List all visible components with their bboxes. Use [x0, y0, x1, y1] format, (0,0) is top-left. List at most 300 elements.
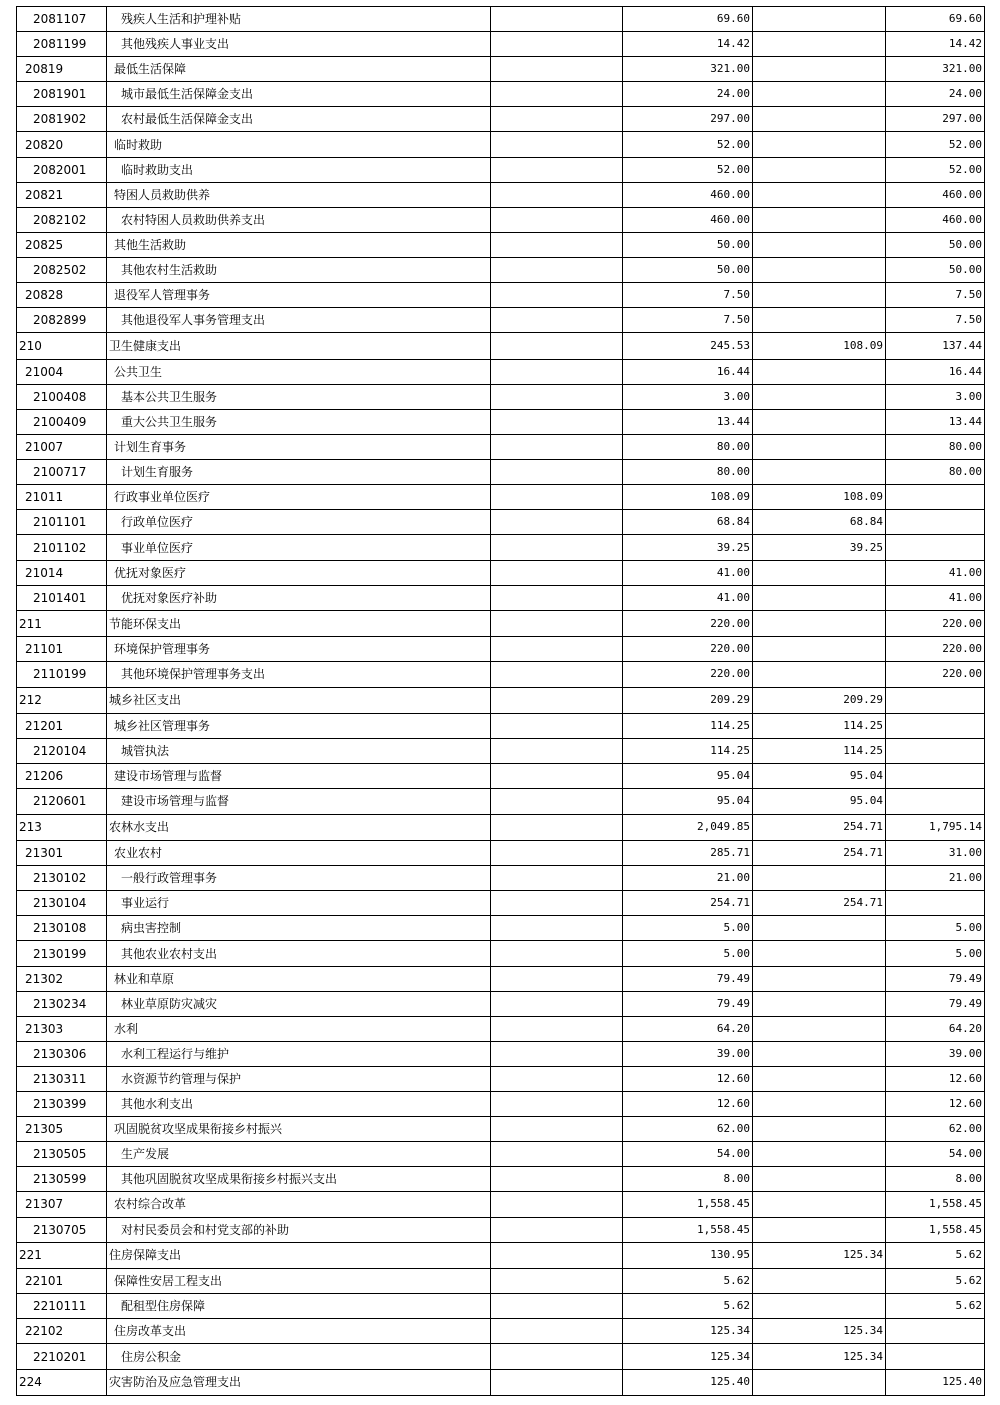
account-name-cell: 城乡社区管理事务 — [107, 714, 491, 739]
project-expenditure-cell — [886, 739, 985, 764]
account-code-cell: 20821 — [17, 182, 107, 207]
total-amount-cell: 245.53 — [623, 333, 753, 360]
basic-expenditure-cell — [753, 1192, 886, 1217]
blank-cell — [491, 662, 623, 687]
basic-expenditure-cell — [753, 132, 886, 157]
table-row — [17, 7, 985, 32]
account-name-cell: 配租型住房保障 — [107, 1294, 491, 1319]
total-amount-cell: 62.00 — [623, 1117, 753, 1142]
basic-expenditure-cell: 125.34 — [753, 1344, 886, 1369]
blank-cell — [491, 1269, 623, 1294]
blank-cell — [491, 866, 623, 891]
blank-cell — [491, 257, 623, 282]
basic-expenditure-cell — [753, 1066, 886, 1091]
account-code-cell: 22101 — [17, 1269, 107, 1294]
account-code-cell: 20819 — [17, 57, 107, 82]
table-row — [17, 866, 985, 891]
table-row — [17, 460, 985, 485]
project-expenditure-cell: 5.62 — [886, 1242, 985, 1269]
account-name-cell: 其他生活救助 — [107, 232, 491, 257]
total-amount-cell: 125.34 — [623, 1319, 753, 1344]
basic-expenditure-cell — [753, 1167, 886, 1192]
project-expenditure-cell: 297.00 — [886, 107, 985, 132]
basic-expenditure-cell — [753, 384, 886, 409]
blank-cell — [491, 560, 623, 585]
table-row — [17, 308, 985, 333]
basic-expenditure-cell — [753, 308, 886, 333]
table-row — [17, 410, 985, 435]
project-expenditure-cell: 79.49 — [886, 966, 985, 991]
account-code-cell: 2100409 — [17, 410, 107, 435]
total-amount-cell: 8.00 — [623, 1167, 753, 1192]
table-row — [17, 687, 985, 714]
project-expenditure-cell: 16.44 — [886, 359, 985, 384]
blank-cell — [491, 814, 623, 841]
account-name-cell: 特困人员救助供养 — [107, 182, 491, 207]
project-expenditure-cell: 5.62 — [886, 1269, 985, 1294]
total-amount-cell: 12.60 — [623, 1066, 753, 1091]
table-row — [17, 814, 985, 841]
account-name-cell: 卫生健康支出 — [107, 333, 491, 360]
account-name-cell: 优抚对象医疗补助 — [107, 585, 491, 610]
blank-cell — [491, 966, 623, 991]
blank-cell — [491, 157, 623, 182]
blank-cell — [491, 410, 623, 435]
project-expenditure-cell — [886, 485, 985, 510]
table-row — [17, 182, 985, 207]
project-expenditure-cell: 21.00 — [886, 866, 985, 891]
account-code-cell: 2120104 — [17, 739, 107, 764]
blank-cell — [491, 585, 623, 610]
table-row — [17, 57, 985, 82]
project-expenditure-cell: 79.49 — [886, 991, 985, 1016]
account-name-cell: 生产发展 — [107, 1142, 491, 1167]
total-amount-cell: 3.00 — [623, 384, 753, 409]
basic-expenditure-cell: 95.04 — [753, 764, 886, 789]
table-row — [17, 107, 985, 132]
account-name-cell: 临时救助 — [107, 132, 491, 157]
account-code-cell: 2130705 — [17, 1217, 107, 1242]
account-name-cell: 退役军人管理事务 — [107, 283, 491, 308]
account-code-cell: 20828 — [17, 283, 107, 308]
blank-cell — [491, 1117, 623, 1142]
table-row — [17, 510, 985, 535]
table-row — [17, 257, 985, 282]
basic-expenditure-cell — [753, 32, 886, 57]
table-row — [17, 1041, 985, 1066]
total-amount-cell: 80.00 — [623, 435, 753, 460]
basic-expenditure-cell — [753, 1016, 886, 1041]
project-expenditure-cell — [886, 764, 985, 789]
table-row — [17, 560, 985, 585]
table-row — [17, 1066, 985, 1091]
project-expenditure-cell: 41.00 — [886, 585, 985, 610]
total-amount-cell: 50.00 — [623, 257, 753, 282]
table-row — [17, 333, 985, 360]
blank-cell — [491, 764, 623, 789]
blank-cell — [491, 82, 623, 107]
basic-expenditure-cell — [753, 57, 886, 82]
account-code-cell: 2130104 — [17, 891, 107, 916]
account-code-cell: 224 — [17, 1369, 107, 1396]
account-code-cell: 211 — [17, 610, 107, 637]
basic-expenditure-cell — [753, 359, 886, 384]
account-name-cell: 其他残疾人事业支出 — [107, 32, 491, 57]
account-name-cell: 优抚对象医疗 — [107, 560, 491, 585]
basic-expenditure-cell: 125.34 — [753, 1319, 886, 1344]
project-expenditure-cell: 41.00 — [886, 560, 985, 585]
project-expenditure-cell: 52.00 — [886, 132, 985, 157]
table-row — [17, 714, 985, 739]
blank-cell — [491, 1369, 623, 1396]
basic-expenditure-cell — [753, 1294, 886, 1319]
basic-expenditure-cell: 108.09 — [753, 333, 886, 360]
basic-expenditure-cell — [753, 966, 886, 991]
account-name-cell: 临时救助支出 — [107, 157, 491, 182]
blank-cell — [491, 1167, 623, 1192]
account-code-cell: 2081107 — [17, 7, 107, 32]
account-name-cell: 计划生育服务 — [107, 460, 491, 485]
account-name-cell: 其他巩固脱贫攻坚成果衔接乡村振兴支出 — [107, 1167, 491, 1192]
account-code-cell: 2100717 — [17, 460, 107, 485]
table-row — [17, 359, 985, 384]
basic-expenditure-cell — [753, 1217, 886, 1242]
total-amount-cell: 108.09 — [623, 485, 753, 510]
project-expenditure-cell — [886, 1344, 985, 1369]
account-code-cell: 20820 — [17, 132, 107, 157]
blank-cell — [491, 232, 623, 257]
account-name-cell: 建设市场管理与监督 — [107, 789, 491, 814]
basic-expenditure-cell — [753, 662, 886, 687]
blank-cell — [491, 359, 623, 384]
project-expenditure-cell: 80.00 — [886, 435, 985, 460]
account-code-cell: 2101102 — [17, 535, 107, 560]
project-expenditure-cell — [886, 1319, 985, 1344]
table-row — [17, 1117, 985, 1142]
account-name-cell: 一般行政管理事务 — [107, 866, 491, 891]
table-row — [17, 1344, 985, 1369]
account-name-cell: 事业单位医疗 — [107, 535, 491, 560]
total-amount-cell: 5.62 — [623, 1294, 753, 1319]
blank-cell — [491, 435, 623, 460]
total-amount-cell: 321.00 — [623, 57, 753, 82]
project-expenditure-cell — [886, 510, 985, 535]
basic-expenditure-cell: 95.04 — [753, 789, 886, 814]
account-code-cell: 2210201 — [17, 1344, 107, 1369]
project-expenditure-cell — [886, 891, 985, 916]
account-code-cell: 221 — [17, 1242, 107, 1269]
basic-expenditure-cell: 254.71 — [753, 891, 886, 916]
account-name-cell: 其他农村生活救助 — [107, 257, 491, 282]
account-code-cell: 2082001 — [17, 157, 107, 182]
account-name-cell: 节能环保支出 — [107, 610, 491, 637]
basic-expenditure-cell — [753, 916, 886, 941]
total-amount-cell: 7.50 — [623, 308, 753, 333]
account-name-cell: 其他环境保护管理事务支出 — [107, 662, 491, 687]
project-expenditure-cell: 3.00 — [886, 384, 985, 409]
total-amount-cell: 460.00 — [623, 182, 753, 207]
basic-expenditure-cell — [753, 232, 886, 257]
total-amount-cell: 1,558.45 — [623, 1192, 753, 1217]
basic-expenditure-cell: 39.25 — [753, 535, 886, 560]
account-name-cell: 其他农业农村支出 — [107, 941, 491, 966]
project-expenditure-cell: 5.00 — [886, 941, 985, 966]
project-expenditure-cell: 13.44 — [886, 410, 985, 435]
blank-cell — [491, 610, 623, 637]
account-code-cell: 21014 — [17, 560, 107, 585]
account-code-cell: 21101 — [17, 637, 107, 662]
account-name-cell: 灾害防治及应急管理支出 — [107, 1369, 491, 1396]
account-name-cell: 其他水利支出 — [107, 1092, 491, 1117]
blank-cell — [491, 1016, 623, 1041]
project-expenditure-cell: 220.00 — [886, 637, 985, 662]
blank-cell — [491, 841, 623, 866]
account-name-cell: 城乡社区支出 — [107, 687, 491, 714]
table-row — [17, 966, 985, 991]
blank-cell — [491, 1041, 623, 1066]
basic-expenditure-cell — [753, 410, 886, 435]
table-row — [17, 585, 985, 610]
table-row — [17, 1242, 985, 1269]
account-name-cell: 公共卫生 — [107, 359, 491, 384]
basic-expenditure-cell — [753, 610, 886, 637]
table-row — [17, 764, 985, 789]
account-name-cell: 住房公积金 — [107, 1344, 491, 1369]
account-code-cell: 2130108 — [17, 916, 107, 941]
basic-expenditure-cell: 114.25 — [753, 739, 886, 764]
basic-expenditure-cell — [753, 182, 886, 207]
blank-cell — [491, 941, 623, 966]
basic-expenditure-cell — [753, 1369, 886, 1396]
account-code-cell: 21004 — [17, 359, 107, 384]
table-row — [17, 1319, 985, 1344]
account-code-cell: 2100408 — [17, 384, 107, 409]
total-amount-cell: 130.95 — [623, 1242, 753, 1269]
total-amount-cell: 460.00 — [623, 207, 753, 232]
account-name-cell: 农林水支出 — [107, 814, 491, 841]
table-row — [17, 1369, 985, 1396]
blank-cell — [491, 789, 623, 814]
blank-cell — [491, 510, 623, 535]
total-amount-cell: 52.00 — [623, 157, 753, 182]
account-code-cell: 21206 — [17, 764, 107, 789]
basic-expenditure-cell — [753, 82, 886, 107]
table-row — [17, 662, 985, 687]
project-expenditure-cell: 8.00 — [886, 1167, 985, 1192]
table-row — [17, 1192, 985, 1217]
blank-cell — [491, 916, 623, 941]
blank-cell — [491, 1319, 623, 1344]
project-expenditure-cell: 220.00 — [886, 662, 985, 687]
account-name-cell: 农业农村 — [107, 841, 491, 866]
basic-expenditure-cell — [753, 991, 886, 1016]
total-amount-cell: 68.84 — [623, 510, 753, 535]
project-expenditure-cell: 80.00 — [886, 460, 985, 485]
account-name-cell: 农村综合改革 — [107, 1192, 491, 1217]
basic-expenditure-cell — [753, 1092, 886, 1117]
account-code-cell: 213 — [17, 814, 107, 841]
table-row — [17, 941, 985, 966]
blank-cell — [491, 891, 623, 916]
total-amount-cell: 209.29 — [623, 687, 753, 714]
account-code-cell: 2130199 — [17, 941, 107, 966]
account-code-cell: 2130599 — [17, 1167, 107, 1192]
total-amount-cell: 114.25 — [623, 739, 753, 764]
total-amount-cell: 39.00 — [623, 1041, 753, 1066]
project-expenditure-cell: 31.00 — [886, 841, 985, 866]
account-code-cell: 2130102 — [17, 866, 107, 891]
basic-expenditure-cell — [753, 560, 886, 585]
total-amount-cell: 220.00 — [623, 637, 753, 662]
total-amount-cell: 125.34 — [623, 1344, 753, 1369]
total-amount-cell: 21.00 — [623, 866, 753, 891]
blank-cell — [491, 1066, 623, 1091]
account-code-cell: 2110199 — [17, 662, 107, 687]
account-code-cell: 210 — [17, 333, 107, 360]
total-amount-cell: 297.00 — [623, 107, 753, 132]
table-row — [17, 1016, 985, 1041]
basic-expenditure-cell — [753, 460, 886, 485]
project-expenditure-cell: 1,558.45 — [886, 1217, 985, 1242]
basic-expenditure-cell — [753, 257, 886, 282]
account-name-cell: 住房改革支出 — [107, 1319, 491, 1344]
account-code-cell: 2210111 — [17, 1294, 107, 1319]
table-row — [17, 991, 985, 1016]
basic-expenditure-cell — [753, 1269, 886, 1294]
table-row — [17, 283, 985, 308]
project-expenditure-cell: 460.00 — [886, 182, 985, 207]
table-row — [17, 1217, 985, 1242]
total-amount-cell: 95.04 — [623, 764, 753, 789]
basic-expenditure-cell — [753, 1142, 886, 1167]
project-expenditure-cell: 137.44 — [886, 333, 985, 360]
project-expenditure-cell — [886, 789, 985, 814]
blank-cell — [491, 1242, 623, 1269]
total-amount-cell: 12.60 — [623, 1092, 753, 1117]
account-code-cell: 21302 — [17, 966, 107, 991]
account-name-cell: 计划生育事务 — [107, 435, 491, 460]
account-name-cell: 农村特困人员救助供养支出 — [107, 207, 491, 232]
project-expenditure-cell — [886, 687, 985, 714]
blank-cell — [491, 333, 623, 360]
basic-expenditure-cell — [753, 283, 886, 308]
basic-expenditure-cell — [753, 637, 886, 662]
blank-cell — [491, 1192, 623, 1217]
table-row — [17, 1294, 985, 1319]
table-row — [17, 435, 985, 460]
project-expenditure-cell: 39.00 — [886, 1041, 985, 1066]
total-amount-cell: 64.20 — [623, 1016, 753, 1041]
project-expenditure-cell: 24.00 — [886, 82, 985, 107]
total-amount-cell: 5.62 — [623, 1269, 753, 1294]
total-amount-cell: 24.00 — [623, 82, 753, 107]
blank-cell — [491, 1344, 623, 1369]
basic-expenditure-cell — [753, 435, 886, 460]
basic-expenditure-cell — [753, 157, 886, 182]
blank-cell — [491, 460, 623, 485]
account-code-cell: 21007 — [17, 435, 107, 460]
account-code-cell: 2082899 — [17, 308, 107, 333]
blank-cell — [491, 1092, 623, 1117]
basic-expenditure-cell — [753, 207, 886, 232]
account-name-cell: 城管执法 — [107, 739, 491, 764]
account-name-cell: 最低生活保障 — [107, 57, 491, 82]
account-name-cell: 对村民委员会和村党支部的补助 — [107, 1217, 491, 1242]
account-code-cell: 21303 — [17, 1016, 107, 1041]
table-row — [17, 132, 985, 157]
blank-cell — [491, 739, 623, 764]
account-name-cell: 水利工程运行与维护 — [107, 1041, 491, 1066]
table-row — [17, 232, 985, 257]
basic-expenditure-cell: 108.09 — [753, 485, 886, 510]
account-code-cell: 21305 — [17, 1117, 107, 1142]
blank-cell — [491, 7, 623, 32]
blank-cell — [491, 1142, 623, 1167]
account-name-cell: 环境保护管理事务 — [107, 637, 491, 662]
account-name-cell: 农村最低生活保障金支出 — [107, 107, 491, 132]
total-amount-cell: 5.00 — [623, 941, 753, 966]
blank-cell — [491, 308, 623, 333]
blank-cell — [491, 1294, 623, 1319]
blank-cell — [491, 485, 623, 510]
account-code-cell: 2130234 — [17, 991, 107, 1016]
table-row — [17, 82, 985, 107]
table-row — [17, 916, 985, 941]
table-row — [17, 637, 985, 662]
account-name-cell: 其他退役军人事务管理支出 — [107, 308, 491, 333]
account-name-cell: 林业草原防灾减灾 — [107, 991, 491, 1016]
project-expenditure-cell: 69.60 — [886, 7, 985, 32]
table-row — [17, 384, 985, 409]
basic-expenditure-cell — [753, 1041, 886, 1066]
project-expenditure-cell: 460.00 — [886, 207, 985, 232]
project-expenditure-cell: 5.62 — [886, 1294, 985, 1319]
basic-expenditure-cell — [753, 585, 886, 610]
total-amount-cell: 79.49 — [623, 991, 753, 1016]
total-amount-cell: 125.40 — [623, 1369, 753, 1396]
project-expenditure-cell — [886, 535, 985, 560]
total-amount-cell: 54.00 — [623, 1142, 753, 1167]
project-expenditure-cell: 62.00 — [886, 1117, 985, 1142]
project-expenditure-cell: 7.50 — [886, 308, 985, 333]
table-row — [17, 789, 985, 814]
project-expenditure-cell: 1,795.14 — [886, 814, 985, 841]
account-code-cell: 2101401 — [17, 585, 107, 610]
project-expenditure-cell: 52.00 — [886, 157, 985, 182]
account-code-cell: 2081199 — [17, 32, 107, 57]
project-expenditure-cell: 14.42 — [886, 32, 985, 57]
blank-cell — [491, 687, 623, 714]
table-row — [17, 535, 985, 560]
basic-expenditure-cell: 254.71 — [753, 841, 886, 866]
total-amount-cell: 80.00 — [623, 460, 753, 485]
blank-cell — [491, 132, 623, 157]
project-expenditure-cell — [886, 714, 985, 739]
account-code-cell: 2082502 — [17, 257, 107, 282]
account-code-cell: 2130306 — [17, 1041, 107, 1066]
total-amount-cell: 95.04 — [623, 789, 753, 814]
account-name-cell: 残疾人生活和护理补贴 — [107, 7, 491, 32]
project-expenditure-cell: 220.00 — [886, 610, 985, 637]
total-amount-cell: 7.50 — [623, 283, 753, 308]
account-name-cell: 基本公共卫生服务 — [107, 384, 491, 409]
blank-cell — [491, 535, 623, 560]
basic-expenditure-cell: 254.71 — [753, 814, 886, 841]
table-row — [17, 891, 985, 916]
table-row — [17, 1092, 985, 1117]
total-amount-cell: 254.71 — [623, 891, 753, 916]
total-amount-cell: 285.71 — [623, 841, 753, 866]
